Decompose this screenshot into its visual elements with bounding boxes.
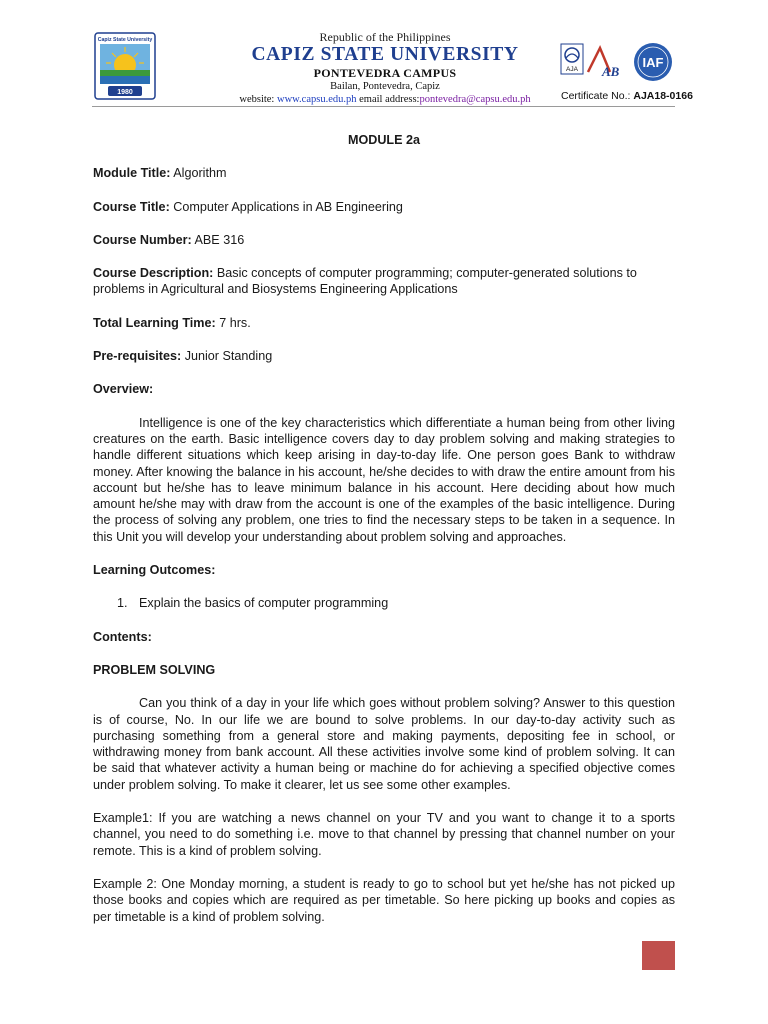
aja-lettering: AJA — [566, 66, 578, 73]
overview-paragraph: Intelligence is one of the key characteristics which differentiate a human being from other living creatures on the earth. Basic intelligence covers day to day problem solving and making strategies to handle different situations which keep arising in day-to-day life. One person goes Bank to withdraw money. After knowing the balance in his account, he/she decides to with draw the entire amount from his account but he/she has to leave minimum balance in his account. Here deciding about how much amount he/she may with draw from the account is one of the examples of the basic intelligence. During the process of solving any problem, one tries to find the necessary steps to be taken in a sequence. In this Unit you will develop your understanding about problem solving and approaches. — [93, 415, 675, 544]
iaf-lettering: IAF — [642, 55, 664, 70]
list-item-number: 1. — [117, 596, 128, 611]
aja-logo-icon — [561, 44, 583, 74]
letterhead-text — [200, 30, 570, 106]
example-1-paragraph: Example1: If you are watching a news channel on your TV and you want to change it to a sports channel, you need to do something i.e. move to that channel by pressing that channel number on your remote. This is a kind of problem solving. — [93, 811, 675, 858]
jab-logo-icon — [588, 48, 620, 79]
field-value: ABE 316 — [194, 232, 245, 247]
seal-lettering: Capiz State University — [97, 37, 153, 43]
list-item-text: Explain the basics of computer programming — [139, 596, 389, 611]
university-name: CAPIZ STATE UNIVERSITY — [251, 44, 519, 65]
email-link[interactable]: pontevedra@capsu.edu.ph — [419, 94, 531, 105]
university-seal-logo — [94, 32, 156, 100]
letterhead — [0, 0, 768, 112]
website-label: website: — [239, 94, 275, 105]
certificate-value: AJA18-0166 — [633, 90, 693, 102]
field-label: Module Title — [93, 166, 167, 181]
campus-address: Bailan, Pontevedra, Capiz — [330, 81, 440, 92]
module-document — [93, 132, 675, 942]
email-label: email address: — [359, 94, 420, 105]
page-number-marker — [642, 941, 675, 970]
field-course-description: Course Description: Basic concepts of computer programming; computer-generated solutions to problems in Agricultural and Biosystems Engineering Applications — [93, 266, 637, 297]
example-2-paragraph: Example 2: One Monday morning, a student is ready to go to school but yet he/she has not picked up those books and copies which are required as per timetable. So here picking up books and copies as per timetable is a kind of problem solving. — [93, 876, 675, 924]
field-value: Algorithm — [173, 166, 227, 181]
header-divider — [92, 106, 675, 107]
field-prerequisites: Pre-requisites: Junior Standing — [93, 349, 273, 364]
module-heading: MODULE 2a — [347, 133, 421, 147]
field-module-title: Module Title: Algorithm — [93, 166, 227, 181]
field-label: Course Number — [93, 232, 188, 247]
field-label: Pre-requisites — [93, 349, 177, 364]
contact-line — [200, 93, 570, 106]
seal-year: 1980 — [117, 89, 133, 96]
field-value: Computer Applications in AB Engineering — [173, 199, 403, 214]
certificate-label: Certificate No.: — [561, 90, 631, 102]
field-value: Basic concepts of computer programming; computer-generated solutions to problems in Agricultural and Biosystems Engineering Applications — [93, 266, 637, 297]
field-course-title: Course Title: Computer Applications in AB Engineering — [93, 199, 403, 214]
svg-text:AB: AB — [602, 64, 620, 79]
website-link[interactable]: www.capsu.edu.ph — [276, 94, 357, 105]
field-value: Junior Standing — [184, 349, 273, 364]
overview-heading: Overview: — [93, 382, 154, 397]
field-label: Course Title — [93, 199, 166, 214]
learning-outcomes-heading: Learning Outcomes: — [93, 563, 216, 578]
problem-solving-heading: PROBLEM SOLVING — [93, 662, 216, 677]
field-value: 7 hrs. — [219, 315, 251, 330]
campus-name: PONTEVEDRA CAMPUS — [313, 66, 457, 80]
list-item — [93, 595, 675, 611]
contents-heading: Contents: — [93, 629, 152, 644]
field-course-number: Course Number: ABE 316 — [93, 232, 245, 247]
field-label: Course Description — [93, 266, 210, 281]
republic-line: Republic of the Philippines — [319, 30, 451, 44]
field-label: Total Learning Time — [93, 315, 212, 330]
field-total-learning-time: Total Learning Time: 7 hrs. — [93, 315, 251, 330]
certificate-number — [561, 90, 693, 102]
problem-solving-paragraph: Can you think of a day in your life which goes without problem solving? Answer to this question is of course, No. In our life we are bound to solve problems. In our day-to-day activity such as purchasing something from a general store and making payments, depositing fee in school, or withdrawing money from bank account. All these activities involve some kind of problem solving. It can be said that whatever activity a human being or machine do for achieving a specified objective comes under problem solving. To make it clearer, let us see some other examples. — [93, 696, 675, 792]
iaf-logo-icon — [634, 43, 672, 81]
